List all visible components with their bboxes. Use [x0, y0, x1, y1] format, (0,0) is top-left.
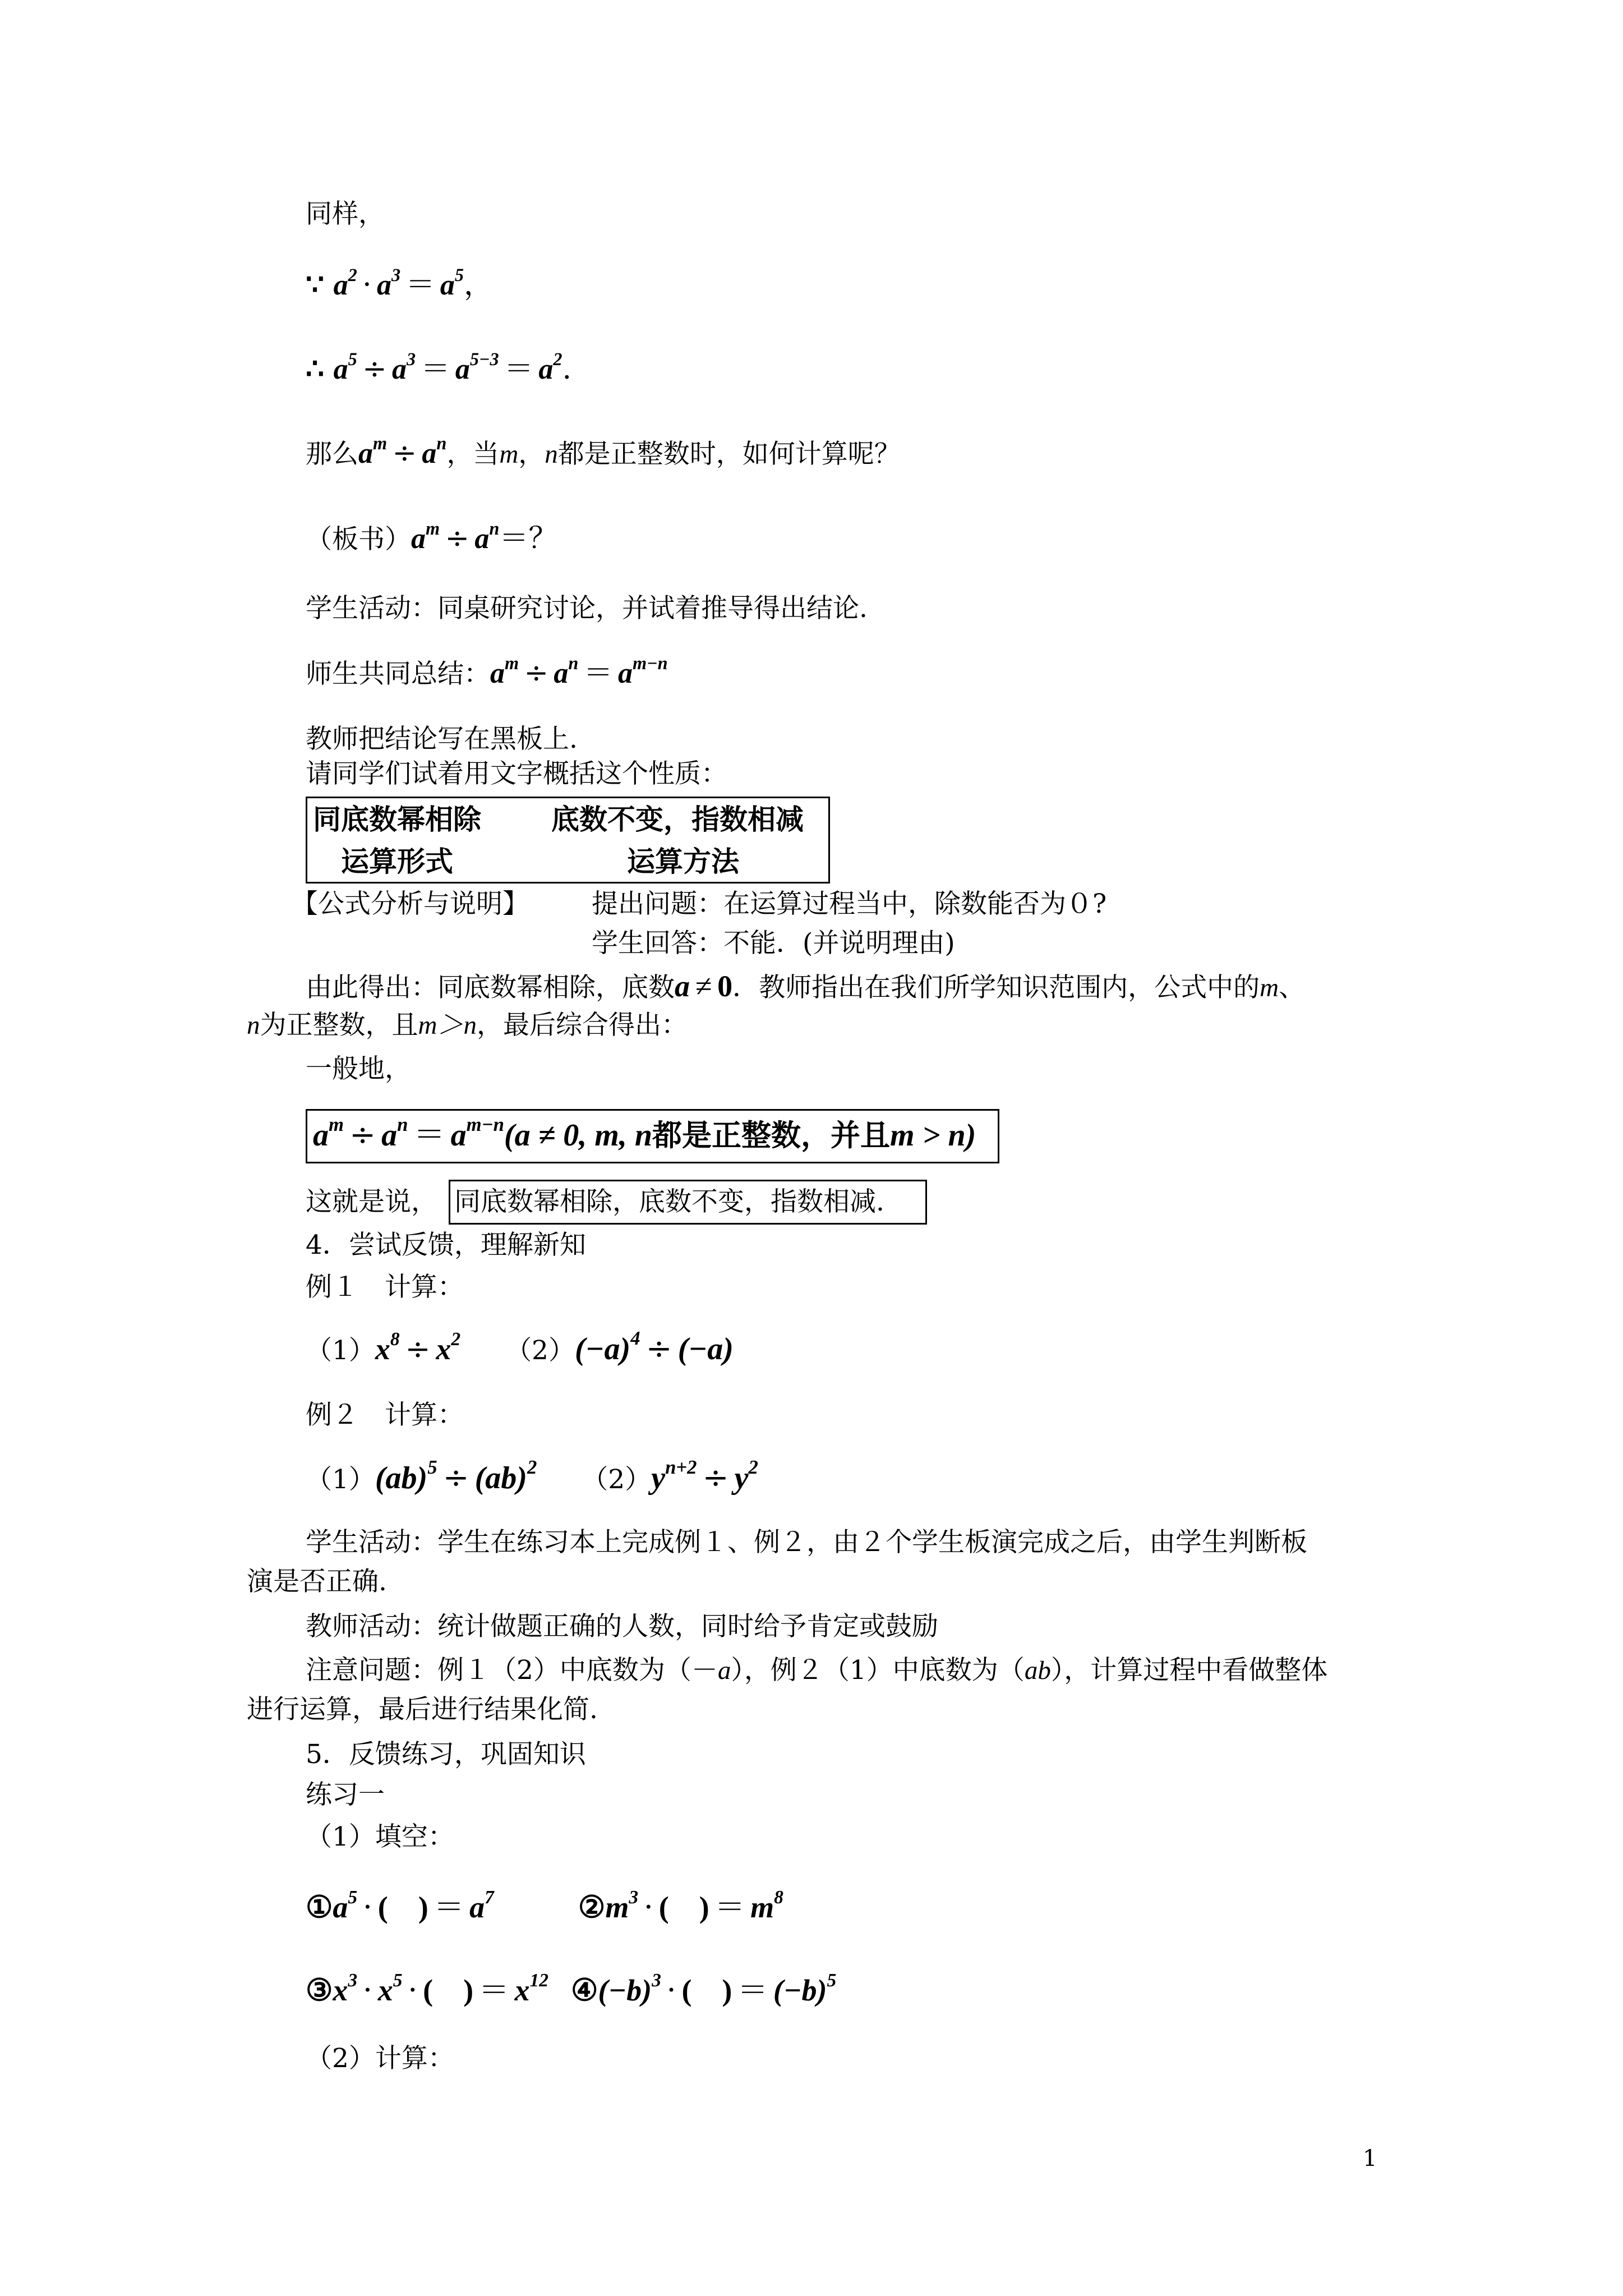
- fill-items-1-2: $①a^5$ · ( ) ＝ $a^7$ $②m^3$ · ( ) ＝ $m^8$: [306, 1887, 783, 1925]
- table-r2c2: 运算方法: [627, 845, 739, 878]
- analysis-question: 提出问题：在运算过程当中，除数能否为０?: [592, 889, 1107, 919]
- property-table: [306, 797, 830, 884]
- activity-line2: 演是否正确.: [247, 1566, 387, 1597]
- section-4-title: 4．尝试反馈，理解新知: [306, 1230, 586, 1260]
- example-2-title: 例２ 计算：: [306, 1400, 464, 1430]
- that-is-label: 这就是说，: [306, 1186, 437, 1217]
- question-line: 那么$a^m \div a^n$，当m，n都是正整数时，如何计算呢？: [306, 432, 901, 470]
- practice-calc-label: （2）计算：: [306, 2043, 454, 2074]
- analysis-answer: 学生回答：不能．(并说明理由): [592, 928, 955, 959]
- table-r1c1: 同底数幂相除: [313, 803, 481, 836]
- text-same: 同样，: [306, 199, 385, 229]
- teacher-writes: 教师把结论写在黑板上.: [306, 724, 578, 754]
- table-r1c2: 底数不变，指数相减: [551, 803, 804, 836]
- fill-items-3-4: $③x^3 \cdot x^5$ · ( ) ＝ $x^{12}$ $④(-b)^3$ · ( ) ＝ $(-b)^5$: [306, 1970, 837, 2008]
- teacher-activity: 教师活动：统计做题正确的人数，同时给予肯定或鼓励: [306, 1611, 938, 1642]
- derive-line2: n为正整数，且m＞n，最后综合得出：: [247, 1010, 688, 1041]
- general-text: 一般地，: [306, 1053, 411, 1084]
- derive-line1: 由此得出：同底数幂相除，底数a ≠ 0．教师指出在我们所学知识范围内，公式中的m、: [306, 969, 1306, 1003]
- general-formula: $a^m \div a^n = a^{m-n}(a \ne 0$, m, n都是正整数，并且m > n): [313, 1113, 976, 1153]
- formula-therefore: ∴ $a^5 \div a^3 = a^{5-3} = a^2$.: [306, 348, 572, 386]
- section-5-title: 5．反馈练习，巩固知识: [306, 1739, 586, 1770]
- example-2-formulas: （1）(ab)$^5$ ÷ (ab)$^2$ $(2)y^{n+2} \div y^2$: [306, 1456, 758, 1496]
- practice-title: 练习一: [306, 1779, 385, 1810]
- ask-generalize: 请同学们试着用文字概括这个性质：: [306, 758, 727, 789]
- student-activity-discuss: 学生活动：同桌研究讨论，并试着推导得出结论.: [306, 593, 868, 624]
- practice-fill-label: （1）填空：: [306, 1821, 454, 1852]
- board-line: （板书）$a^m \div a^n=$？: [306, 518, 558, 555]
- summary-line: 师生共同总结：$a^m \div a^n = a^{m-n}$: [306, 652, 668, 690]
- example-1-formulas: $(1)x^8 \div x^2$ $(2)(-a)^4 \div (-a)$: [306, 1327, 734, 1367]
- formula-because: ∵ $a^2 \cdot a^3 = a^5$，: [306, 264, 493, 302]
- analysis-label: 【公式分析与说明】: [292, 889, 529, 919]
- page-number: 1: [1363, 2146, 1377, 2171]
- table-r2c1: 运算形式: [341, 845, 453, 878]
- example-1-title: 例１ 计算：: [306, 1272, 464, 1303]
- that-is-boxed-text: 同底数幂相除，底数不变，指数相减.: [454, 1186, 884, 1217]
- attention-line2: 进行运算，最后进行结果化简.: [247, 1694, 598, 1725]
- attention-line1: 注意问题：例１（2）中底数为（－a），例２（1）中底数为（ab），计算过程中看做整体: [306, 1655, 1328, 1686]
- activity-line1: 学生活动：学生在练习本上完成例１、例２，由２个学生板演完成之后，由学生判断板: [306, 1527, 1307, 1558]
